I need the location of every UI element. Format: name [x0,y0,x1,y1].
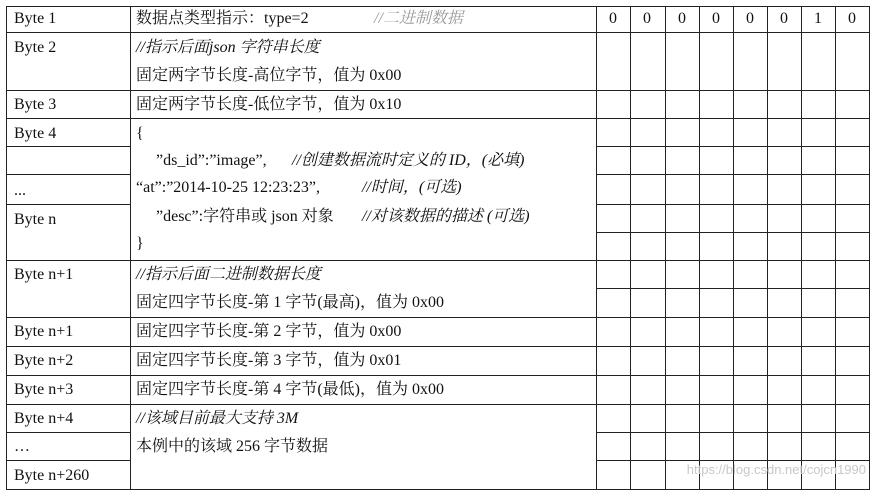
bit-6: 0 [643,10,651,27]
row4-label-ellipsis: ... [14,182,26,199]
bit-3: 0 [746,10,754,27]
row7-label: Byte n+2 [14,352,74,369]
rule-row-4 [6,260,870,261]
json-desc: ”desc”:字符串或 json 对象 [156,208,334,225]
col-right [869,6,870,490]
bit-7: 0 [609,10,617,27]
bit-4: 0 [712,10,720,27]
json-at-comment: //时间，(可选) [362,179,462,196]
rule-top [6,6,870,7]
row5-comment: //指示后面二进制数据长度 [136,266,321,283]
row5-text: 固定四字节长度-第 1 字节(最高)，值为 0x00 [136,294,444,311]
rule-label-e [6,460,130,461]
rule-row-5 [6,317,870,318]
json-desc-comment: //对该数据的描述 (可选) [362,208,530,225]
json-ds-id-comment: //创建数据流时定义的 ID，(必填) [292,152,525,169]
row9-label-ellipsis: … [14,438,30,455]
row6-label: Byte n+1 [14,323,74,340]
row1-comment: //二进制数据 [374,10,463,27]
col-label-sep [130,6,131,490]
col-bit-7 [801,6,802,490]
row6-text: 固定四字节长度-第 2 字节，值为 0x00 [136,323,402,340]
row4-label-start: Byte 4 [14,125,57,142]
rule-row-1 [6,32,870,33]
json-ds-id: ”ds_id”:”image”, [156,152,267,169]
rule-row-3 [6,118,870,119]
bit-0: 0 [848,10,856,27]
rule-bottom [6,489,870,490]
json-at: “at”:”2014-10-25 12:23:23”, [136,179,320,196]
col-bit-6 [767,6,768,490]
row2-text: 固定两字节长度-高位字节，值为 0x00 [136,67,402,84]
watermark: https://blog.csdn.net/cojcn1990 [686,462,866,477]
rule-label-c [6,204,130,205]
col-bit-2 [630,6,631,490]
col-bit-3 [665,6,666,490]
byte-format-table [6,6,870,490]
rule-row-2 [6,90,870,91]
rule-label-a [6,146,130,147]
rule-label-b [6,174,130,175]
bit-1: 1 [814,10,822,27]
row9-comment: //该域目前最大支持 3M [136,410,299,427]
rule-row-8 [6,404,870,405]
col-left [6,6,7,490]
row4-label-end: Byte n [14,211,57,228]
col-bit-4 [699,6,700,490]
rule-label-d [6,432,130,433]
row1-text: 数据点类型指示：type=2 [136,10,309,27]
json-brace-close: } [136,235,144,252]
row3-label: Byte 3 [14,96,57,113]
row8-label: Byte n+3 [14,381,74,398]
bit-5: 0 [678,10,686,27]
bit-2: 0 [780,10,788,27]
col-bit-8 [835,6,836,490]
row9-label-start: Byte n+4 [14,410,74,427]
rule-row-7 [6,375,870,376]
row5-label: Byte n+1 [14,266,74,283]
row9-label-end: Byte n+260 [14,467,90,484]
row2-label: Byte 2 [14,39,57,56]
row1-label: Byte 1 [14,10,57,27]
rule-row-6 [6,346,870,347]
row9-text: 本例中的该域 256 字节数据 [136,438,329,455]
row8-text: 固定四字节长度-第 4 字节(最低)，值为 0x00 [136,381,444,398]
col-bit-1 [596,6,597,490]
row3-text: 固定两字节长度-低位字节，值为 0x10 [136,96,402,113]
col-bit-5 [733,6,734,490]
row7-text: 固定四字节长度-第 3 字节，值为 0x01 [136,352,402,369]
row2-comment: //指示后面json 字符串长度 [136,39,320,56]
json-brace-open: { [136,125,144,142]
